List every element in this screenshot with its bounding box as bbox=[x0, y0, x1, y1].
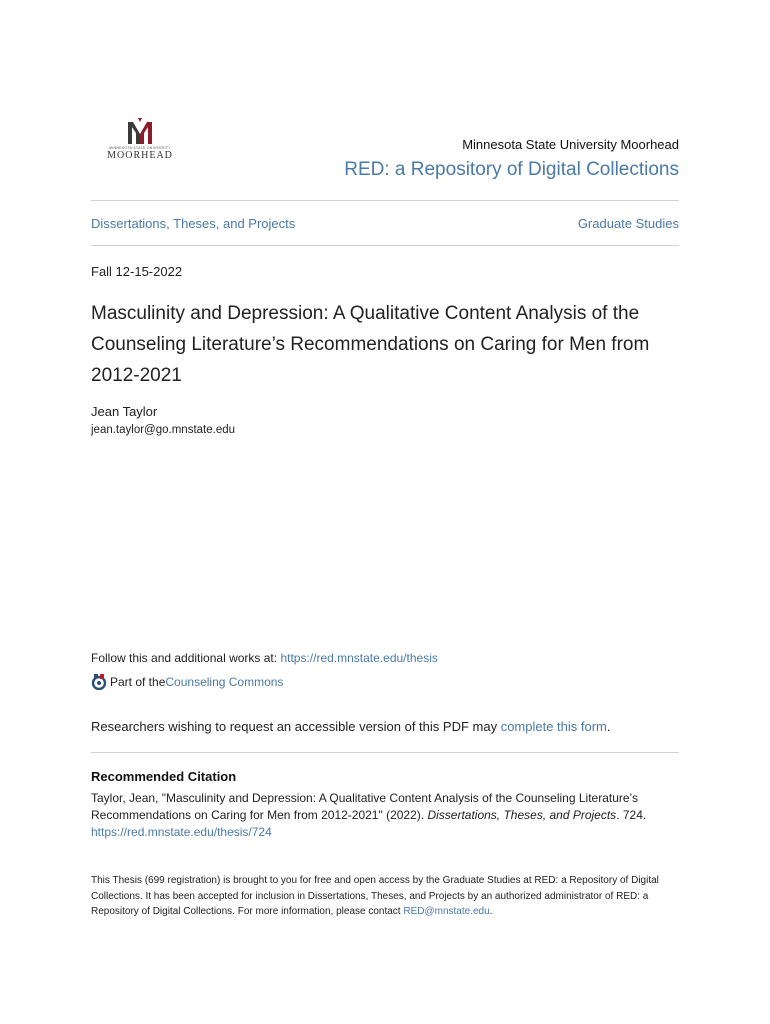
follow-line bbox=[91, 651, 438, 665]
university-logo bbox=[98, 116, 182, 170]
citation-url-link[interactable]: https://red.mnstate.edu/thesis/724 bbox=[91, 825, 272, 839]
citation-series: Dissertations, Theses, and Projects bbox=[427, 808, 617, 822]
repository-link[interactable]: RED: a Repository of Digital Collections bbox=[344, 159, 679, 180]
part-of-line bbox=[91, 674, 283, 690]
series-link[interactable]: Dissertations, Theses, and Projects bbox=[91, 216, 296, 231]
department-link[interactable]: Graduate Studies bbox=[577, 216, 679, 231]
logo-small-text: MINNESOTA STATE UNIVERSITY bbox=[109, 146, 171, 150]
author-email: jean.taylor@go.mnstate.edu bbox=[91, 424, 236, 436]
citation-heading: Recommended Citation bbox=[91, 769, 237, 784]
citation-body bbox=[91, 790, 691, 841]
citation-number: . 724. bbox=[616, 808, 647, 822]
complete-form-link[interactable]: complete this form bbox=[500, 719, 607, 734]
logo-wordmark: MOORHEAD bbox=[107, 150, 173, 161]
request-suffix: . bbox=[606, 719, 611, 734]
paper-title: Masculinity and Depression: A Qualitative Content Analysis of the Counseling Literature’s Recommendations on Caring for Men from 2012-2021 bbox=[91, 303, 650, 386]
moorhead-m-icon bbox=[124, 116, 156, 146]
institution-name: Minnesota State University Moorhead bbox=[462, 137, 679, 152]
follow-url-link[interactable]: https://red.mnstate.edu/thesis bbox=[280, 651, 438, 665]
author-name: Jean Taylor bbox=[91, 404, 158, 419]
access-notice bbox=[91, 873, 671, 920]
follow-text: Follow this and additional works at: bbox=[91, 651, 281, 665]
request-text: Researchers wishing to request an accessible version of this PDF may bbox=[91, 719, 501, 734]
counseling-commons-link[interactable]: Counseling Commons bbox=[165, 675, 284, 689]
divider-nav bbox=[91, 245, 679, 246]
publication-date: Fall 12-15-2022 bbox=[91, 264, 183, 279]
notice-suffix: . bbox=[489, 906, 493, 917]
divider-top bbox=[91, 200, 679, 201]
divider-citation bbox=[91, 752, 679, 753]
network-commons-icon bbox=[91, 674, 107, 690]
notice-text: This Thesis (699 registration) is brought to you for free and open access by the Graduate Studies at RED: a Repository of Digital Collections. It has been accepted for inclusion in Dissertations, Theses, and Projects by an authorized administrator of RED: a Repository of Digital Collections. For more information, please contact bbox=[91, 875, 659, 917]
contact-email-link[interactable]: RED@mnstate.edu bbox=[403, 906, 490, 917]
part-of-prefix: Part of the bbox=[110, 675, 166, 689]
accessible-request-line bbox=[91, 719, 611, 734]
citation-text: Taylor, Jean, "Masculinity and Depression: A Qualitative Content Analysis of the Counseling Literature’s Recommendations on Caring for Men from 2012-2021" (2022). bbox=[91, 791, 639, 822]
